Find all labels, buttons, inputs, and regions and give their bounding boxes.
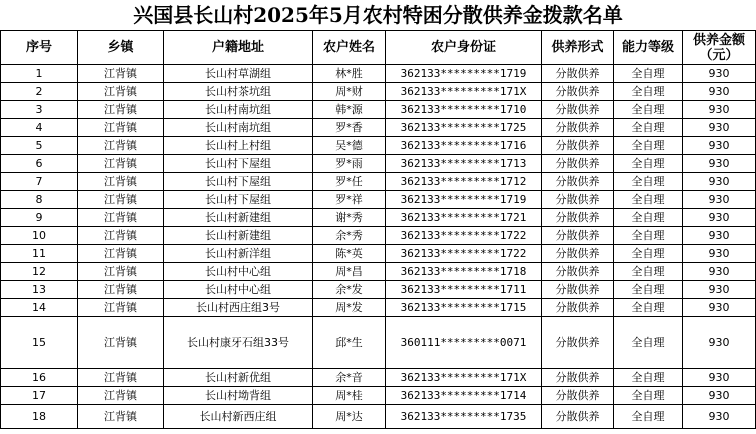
row-id-cell: 362133*********1721 [386,209,542,227]
row-amount-cell: 930 [683,369,756,387]
row-support-form-cell: 分散供养 [542,119,614,137]
row-support-form-cell: 分散供养 [542,173,614,191]
row-id-cell: 362133*********1718 [386,263,542,281]
row-ability-cell: 全自理 [614,405,683,429]
row-ability-cell: 全自理 [614,83,683,101]
table-row [1,191,756,209]
row-support-form-cell: 分散供养 [542,227,614,245]
row-town-cell: 江背镇 [78,173,164,191]
row-town-cell: 江背镇 [78,119,164,137]
row-address-cell: 长山村下屋组 [164,155,313,173]
row-seq-cell: 6 [1,155,78,173]
document-title: 兴国县长山村2025年5月农村特困分散供养金拨款名单 [133,3,623,27]
header-ability: 能力等级 [614,31,683,65]
table-row [1,369,756,387]
row-id-cell: 362133*********1722 [386,245,542,263]
row-ability-cell: 全自理 [614,281,683,299]
row-id-cell: 362133*********1725 [386,119,542,137]
row-town-cell: 江背镇 [78,209,164,227]
row-ability-cell: 全自理 [614,245,683,263]
header-amount [683,31,756,65]
table-row [1,245,756,263]
row-support-form-cell: 分散供养 [542,387,614,405]
row-name-cell: 陈*英 [313,245,386,263]
row-ability-cell: 全自理 [614,227,683,245]
row-ability-cell: 全自理 [614,387,683,405]
row-support-form-cell: 分散供养 [542,299,614,317]
row-seq-cell: 10 [1,227,78,245]
row-amount-cell: 930 [683,317,756,369]
table-row [1,317,756,369]
row-support-form-cell: 分散供养 [542,83,614,101]
row-amount-cell: 930 [683,173,756,191]
row-seq-cell: 16 [1,369,78,387]
row-seq-cell: 7 [1,173,78,191]
row-address-cell: 长山村新建组 [164,227,313,245]
row-name-cell: 邱*生 [313,317,386,369]
row-seq-cell: 13 [1,281,78,299]
row-id-cell: 362133*********1716 [386,137,542,155]
table-row [1,65,756,83]
row-id-cell: 362133*********1714 [386,387,542,405]
row-name-cell: 余*秀 [313,227,386,245]
table-row [1,387,756,405]
row-amount-cell: 930 [683,137,756,155]
header-amount-line2: （元） [699,47,739,63]
table-row [1,405,756,429]
row-support-form-cell: 分散供养 [542,263,614,281]
row-address-cell: 长山村新西庄组 [164,405,313,429]
row-town-cell: 江背镇 [78,317,164,369]
header-seq: 序号 [1,31,78,65]
row-support-form-cell: 分散供养 [542,137,614,155]
row-ability-cell: 全自理 [614,209,683,227]
row-name-cell: 周*达 [313,405,386,429]
row-name-cell: 余*音 [313,369,386,387]
row-ability-cell: 全自理 [614,173,683,191]
row-id-cell: 362133*********171X [386,83,542,101]
table-row [1,263,756,281]
row-address-cell: 长山村中心组 [164,263,313,281]
row-support-form-cell: 分散供养 [542,369,614,387]
row-id-cell: 362133*********1722 [386,227,542,245]
row-name-cell: 周*发 [313,299,386,317]
row-id-cell: 360111*********0071 [386,317,542,369]
row-seq-cell: 2 [1,83,78,101]
row-amount-cell: 930 [683,155,756,173]
row-seq-cell: 11 [1,245,78,263]
row-ability-cell: 全自理 [614,101,683,119]
row-id-cell: 362133*********1710 [386,101,542,119]
row-town-cell: 江背镇 [78,281,164,299]
row-amount-cell: 930 [683,227,756,245]
row-amount-cell: 930 [683,263,756,281]
row-seq-cell: 15 [1,317,78,369]
row-seq-cell: 8 [1,191,78,209]
row-name-cell: 罗*祥 [313,191,386,209]
row-address-cell: 长山村上村组 [164,137,313,155]
row-town-cell: 江背镇 [78,369,164,387]
row-name-cell: 周*财 [313,83,386,101]
row-support-form-cell: 分散供养 [542,155,614,173]
row-town-cell: 江背镇 [78,263,164,281]
header-row [1,31,756,65]
row-amount-cell: 930 [683,299,756,317]
row-seq-cell: 17 [1,387,78,405]
row-seq-cell: 4 [1,119,78,137]
row-seq-cell: 14 [1,299,78,317]
row-amount-cell: 930 [683,83,756,101]
row-support-form-cell: 分散供养 [542,209,614,227]
row-town-cell: 江背镇 [78,245,164,263]
row-amount-cell: 930 [683,191,756,209]
row-support-form-cell: 分散供养 [542,101,614,119]
row-support-form-cell: 分散供养 [542,281,614,299]
table-row [1,137,756,155]
row-seq-cell: 3 [1,101,78,119]
row-name-cell: 罗*香 [313,119,386,137]
row-name-cell: 吴*德 [313,137,386,155]
row-seq-cell: 18 [1,405,78,429]
row-address-cell: 长山村下屋组 [164,173,313,191]
row-ability-cell: 全自理 [614,155,683,173]
header-town: 乡镇 [78,31,164,65]
row-town-cell: 江背镇 [78,83,164,101]
row-amount-cell: 930 [683,65,756,83]
header-amount-line1: 供养金额 [692,32,745,48]
row-ability-cell: 全自理 [614,369,683,387]
row-amount-cell: 930 [683,119,756,137]
row-amount-cell: 930 [683,245,756,263]
table-row [1,281,756,299]
table-row [1,299,756,317]
row-town-cell: 江背镇 [78,227,164,245]
row-support-form-cell: 分散供养 [542,405,614,429]
header-address: 户籍地址 [164,31,313,65]
row-support-form-cell: 分散供养 [542,245,614,263]
table-row [1,101,756,119]
row-support-form-cell: 分散供养 [542,65,614,83]
row-support-form-cell: 分散供养 [542,317,614,369]
row-address-cell: 长山村坳背组 [164,387,313,405]
table-row [1,173,756,191]
row-id-cell: 362133*********171X [386,369,542,387]
row-id-cell: 362133*********1713 [386,155,542,173]
row-seq-cell: 12 [1,263,78,281]
row-town-cell: 江背镇 [78,387,164,405]
row-name-cell: 韩*源 [313,101,386,119]
row-town-cell: 江背镇 [78,405,164,429]
row-amount-cell: 930 [683,281,756,299]
table-row [1,209,756,227]
row-town-cell: 江背镇 [78,155,164,173]
allowance-table [0,30,756,429]
row-id-cell: 362133*********1719 [386,65,542,83]
row-address-cell: 长山村南坑组 [164,101,313,119]
row-address-cell: 长山村西庄组3号 [164,299,313,317]
row-name-cell: 林*胜 [313,65,386,83]
row-address-cell: 长山村中心组 [164,281,313,299]
row-id-cell: 362133*********1735 [386,405,542,429]
row-amount-cell: 930 [683,101,756,119]
row-name-cell: 余*发 [313,281,386,299]
row-seq-cell: 9 [1,209,78,227]
row-address-cell: 长山村新洋组 [164,245,313,263]
table-row [1,119,756,137]
row-address-cell: 长山村新建组 [164,209,313,227]
row-ability-cell: 全自理 [614,299,683,317]
row-id-cell: 362133*********1712 [386,173,542,191]
row-name-cell: 罗*任 [313,173,386,191]
row-id-cell: 362133*********1719 [386,191,542,209]
row-amount-cell: 930 [683,405,756,429]
row-address-cell: 长山村康牙石组33号 [164,317,313,369]
row-ability-cell: 全自理 [614,191,683,209]
row-amount-cell: 930 [683,387,756,405]
row-town-cell: 江背镇 [78,299,164,317]
row-ability-cell: 全自理 [614,263,683,281]
row-town-cell: 江背镇 [78,191,164,209]
row-address-cell: 长山村茶坑组 [164,83,313,101]
table-row [1,83,756,101]
row-seq-cell: 1 [1,65,78,83]
row-address-cell: 长山村下屋组 [164,191,313,209]
row-town-cell: 江背镇 [78,101,164,119]
row-town-cell: 江背镇 [78,137,164,155]
row-ability-cell: 全自理 [614,65,683,83]
row-name-cell: 罗*雨 [313,155,386,173]
table-row [1,155,756,173]
header-id: 农户身份证 [386,31,542,65]
row-name-cell: 周*桂 [313,387,386,405]
table-row [1,227,756,245]
row-address-cell: 长山村南坑组 [164,119,313,137]
row-id-cell: 362133*********1711 [386,281,542,299]
row-id-cell: 362133*********1715 [386,299,542,317]
row-seq-cell: 5 [1,137,78,155]
row-town-cell: 江背镇 [78,65,164,83]
row-ability-cell: 全自理 [614,119,683,137]
row-ability-cell: 全自理 [614,137,683,155]
row-amount-cell: 930 [683,209,756,227]
row-ability-cell: 全自理 [614,317,683,369]
row-support-form-cell: 分散供养 [542,191,614,209]
header-name: 农户姓名 [313,31,386,65]
row-address-cell: 长山村草湖组 [164,65,313,83]
header-support-form: 供养形式 [542,31,614,65]
row-name-cell: 谢*秀 [313,209,386,227]
row-name-cell: 周*昌 [313,263,386,281]
row-address-cell: 长山村新优组 [164,369,313,387]
